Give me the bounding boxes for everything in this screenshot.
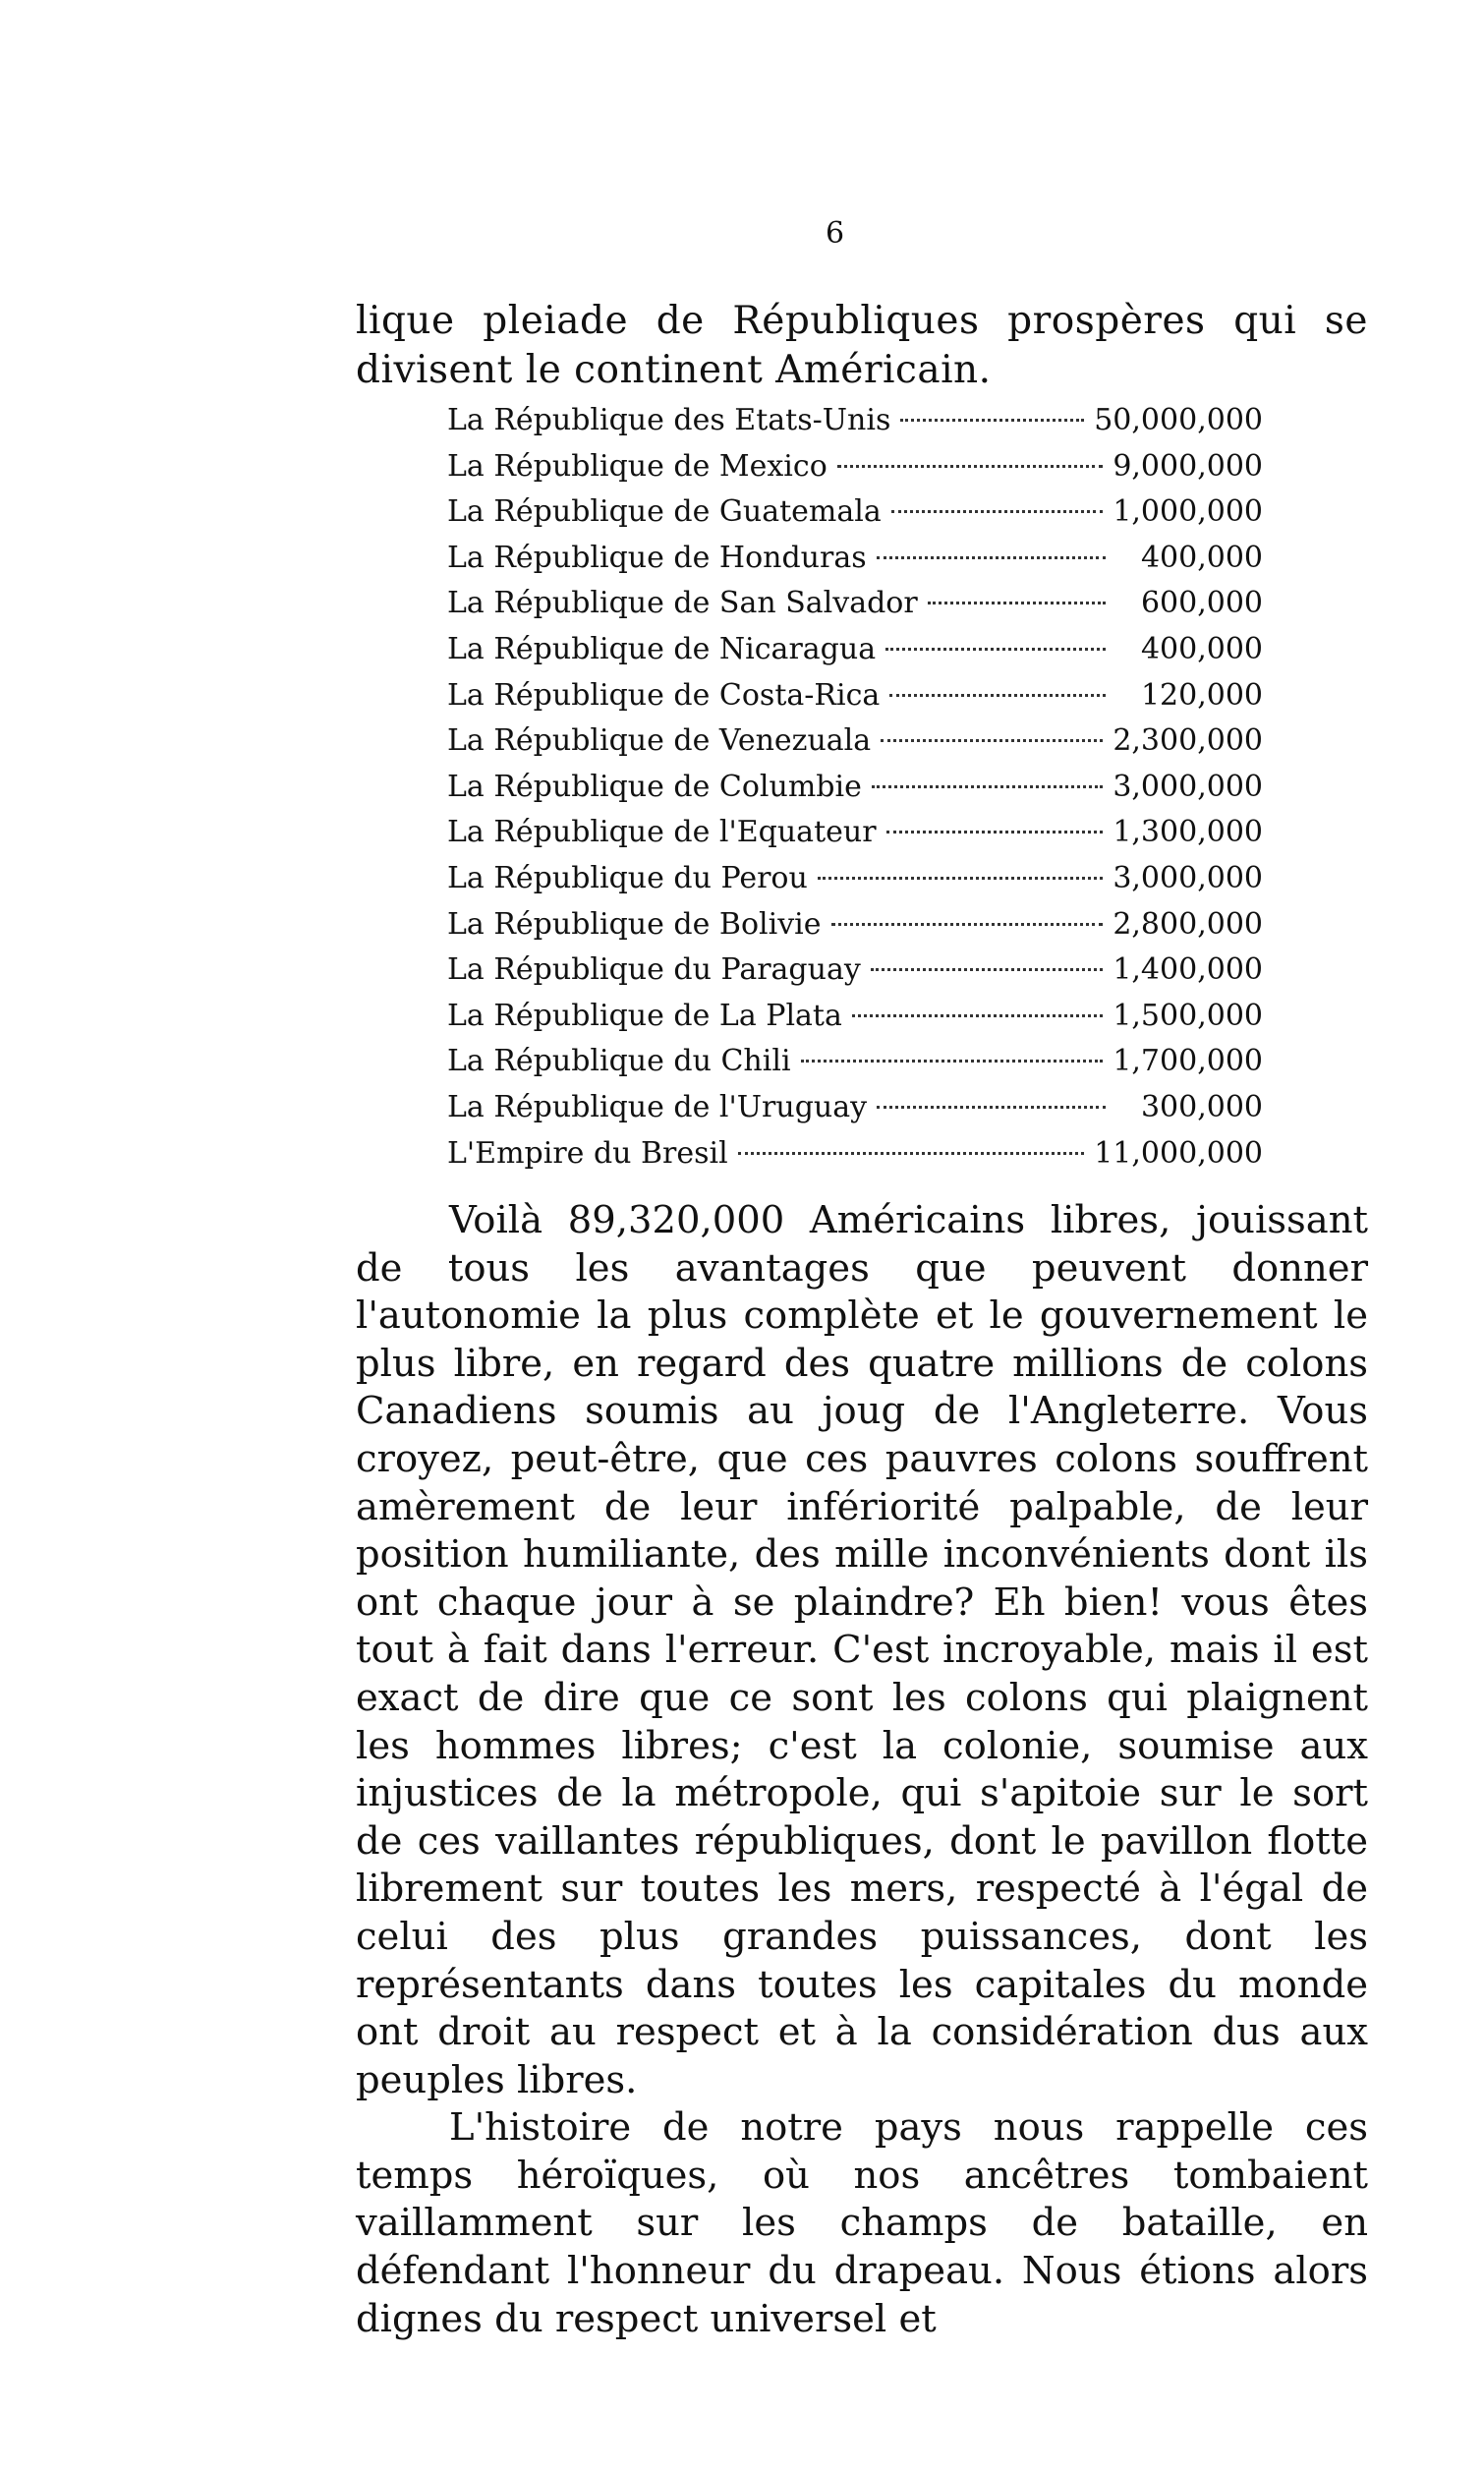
table-row bbox=[447, 1085, 1263, 1131]
table-row bbox=[447, 718, 1263, 765]
state-name: La République de San Salvador bbox=[447, 586, 918, 621]
state-name: La République de La Plata bbox=[447, 998, 842, 1033]
state-name: La République du Perou bbox=[447, 860, 808, 895]
population-value: 120,000 bbox=[1140, 677, 1263, 713]
table-row bbox=[447, 1131, 1263, 1178]
table-row bbox=[447, 1039, 1263, 1085]
table-row bbox=[447, 489, 1263, 536]
population-value: 11,000,000 bbox=[1094, 1135, 1263, 1171]
dot-leader bbox=[889, 694, 1106, 697]
page-number: 6 bbox=[826, 216, 845, 251]
dot-leader bbox=[852, 1014, 1103, 1017]
state-name: La République de Bolivie bbox=[447, 906, 822, 942]
dot-leader bbox=[871, 968, 1104, 971]
table-row bbox=[447, 765, 1263, 811]
population-value: 1,500,000 bbox=[1113, 998, 1263, 1033]
state-name: La République des Etats-Unis bbox=[447, 403, 891, 437]
population-table bbox=[447, 398, 1263, 1177]
dot-leader bbox=[877, 1106, 1106, 1109]
table-row bbox=[447, 856, 1263, 902]
state-name: La République du Paraguay bbox=[447, 952, 861, 988]
population-value: 2,800,000 bbox=[1113, 906, 1263, 942]
table-row bbox=[447, 902, 1263, 948]
body-text bbox=[356, 1197, 1368, 2343]
dot-leader bbox=[886, 831, 1104, 833]
population-value: 3,000,000 bbox=[1113, 860, 1263, 895]
population-value: 3,000,000 bbox=[1113, 769, 1263, 804]
population-value: 1,300,000 bbox=[1113, 815, 1263, 850]
intro-text: lique pleiade de Républiques prospères qui se divisent le continent Américain. bbox=[356, 299, 1368, 392]
state-name: L'Empire du Bresil bbox=[447, 1135, 728, 1171]
population-value: 300,000 bbox=[1140, 1089, 1263, 1124]
dot-leader bbox=[928, 602, 1106, 604]
state-name: La République de Guatemala bbox=[447, 494, 882, 530]
dot-leader bbox=[881, 739, 1103, 742]
dot-leader bbox=[885, 648, 1106, 651]
table-row bbox=[447, 536, 1263, 582]
population-value: 1,400,000 bbox=[1113, 952, 1263, 988]
population-value: 400,000 bbox=[1140, 631, 1263, 666]
state-name: La République de l'Uruguay bbox=[447, 1089, 868, 1124]
dot-leader bbox=[837, 465, 1104, 468]
population-value: 400,000 bbox=[1140, 540, 1263, 575]
population-value: 50,000,000 bbox=[1094, 403, 1263, 437]
dot-leader bbox=[877, 556, 1106, 559]
state-name: La République de Nicaragua bbox=[447, 631, 877, 666]
dot-leader bbox=[738, 1152, 1084, 1155]
table-row bbox=[447, 673, 1263, 719]
paragraph: L'histoire de notre pays nous rappelle ces temps héroïques, où nos ancêtres tombaient vaillamment sur les champs de bataille, en défendant l'honneur du drapeau. Nous étions alors dignes du respect universel et bbox=[356, 2105, 1368, 2341]
state-name: La République de Columbie bbox=[447, 769, 862, 804]
state-name: La République de Venezuala bbox=[447, 723, 872, 759]
population-value: 9,000,000 bbox=[1113, 448, 1263, 484]
table-row bbox=[447, 948, 1263, 994]
population-value: 1,700,000 bbox=[1113, 1044, 1263, 1079]
paragraph: Voilà 89,320,000 Américains libres, jouissant de tous les avantages que peuvent donner l'autonomie la plus complète et le gouvernement le plus libre, en regard des quatre millions de colons Canadiens soumis au joug de l'Angleterre. Vous croyez, peut-être, que ces pauvres colons souffrent amèrement de leur infériorité palpable, de leur position humiliante, des mille inconvénients dont ils ont chaque jour à se plaindre? Eh bien! vous êtes tout à fait dans l'erreur. C'est incroyable, mais il est exact de dire que ce sont les colons qui plaignent les hommes libres; c'est la colonie, soumise aux injustices de la métropole, qui s'apitoie sur le sort de ces vaillantes républiques, dont le pavillon flotte librement sur toutes les mers, respecté à l'égal de celui des plus grandes puissances, dont les représentants dans toutes les capitales du monde ont droit au respect et à la considération dus aux peuples libres. bbox=[356, 1198, 1368, 2102]
dot-leader bbox=[891, 510, 1104, 513]
state-name: La République du Chili bbox=[447, 1044, 791, 1079]
dot-leader bbox=[872, 785, 1103, 788]
population-value: 2,300,000 bbox=[1113, 723, 1263, 759]
state-name: La République de l'Equateur bbox=[447, 815, 877, 850]
state-name: La République de Honduras bbox=[447, 540, 867, 575]
dot-leader bbox=[801, 1060, 1104, 1063]
table-row bbox=[447, 398, 1263, 444]
dot-leader bbox=[900, 419, 1084, 422]
state-name: La République de Mexico bbox=[447, 448, 828, 484]
dot-leader bbox=[818, 877, 1104, 880]
table-row bbox=[447, 444, 1263, 490]
table-row bbox=[447, 581, 1263, 627]
dot-leader bbox=[831, 923, 1104, 926]
table-row bbox=[447, 994, 1263, 1040]
population-value: 1,000,000 bbox=[1113, 494, 1263, 530]
table-row bbox=[447, 810, 1263, 856]
table-row bbox=[447, 627, 1263, 673]
population-value: 600,000 bbox=[1140, 586, 1263, 621]
state-name: La République de Costa-Rica bbox=[447, 677, 881, 713]
